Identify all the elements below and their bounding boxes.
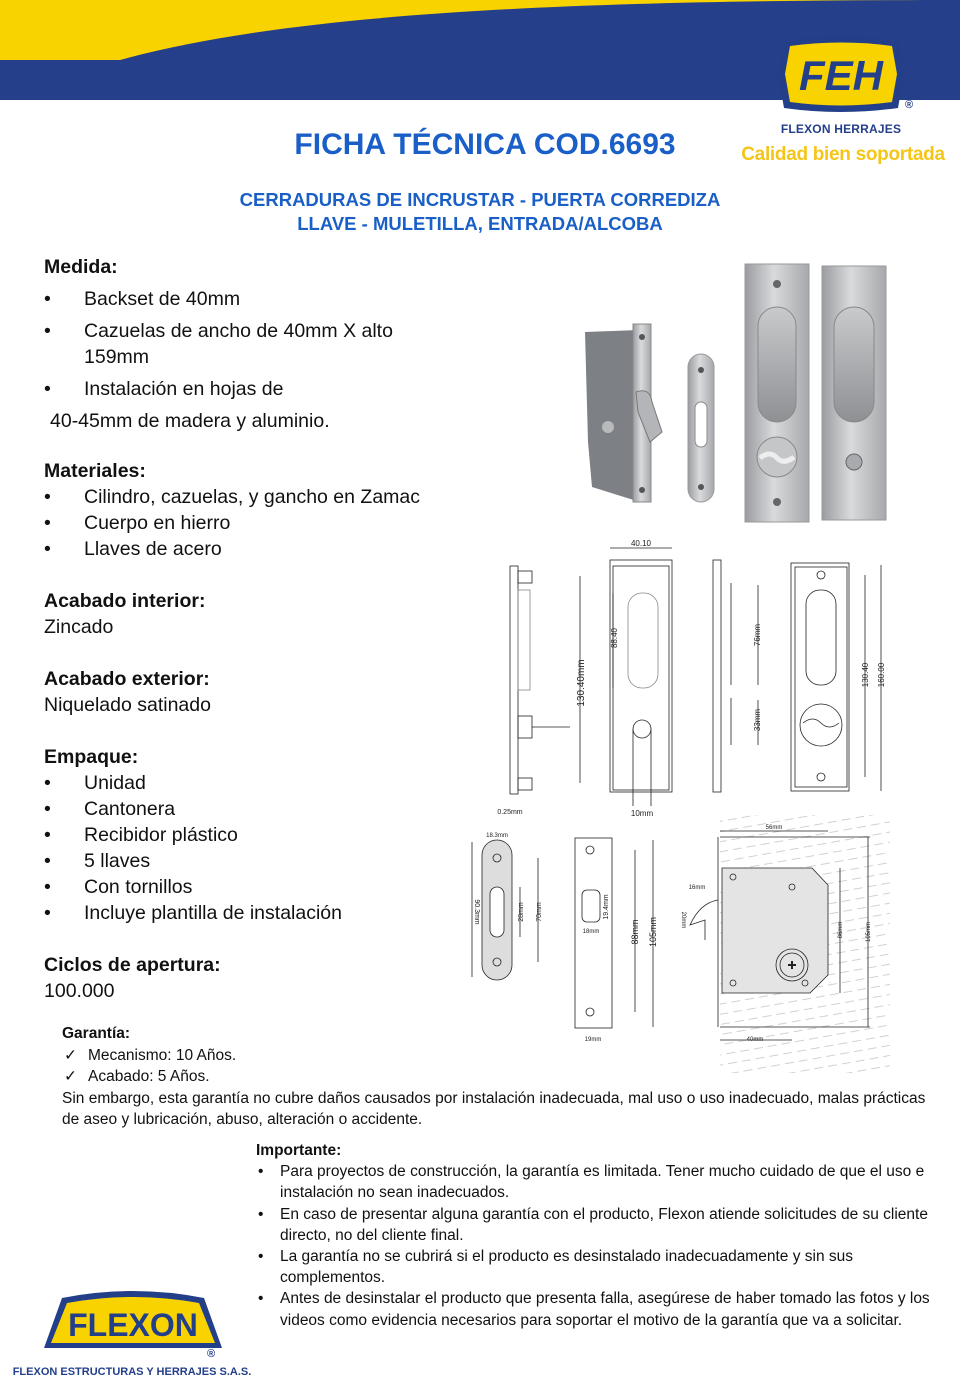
warranty-heading: Garantía: <box>62 1025 131 1042</box>
flexon-logo <box>40 1290 226 1352</box>
dim-height: 130.40mm <box>576 659 587 707</box>
page-subtitle <box>150 188 810 236</box>
dim-oval: 88.40 <box>610 627 619 649</box>
dim-face-holes: 88mm <box>630 919 640 945</box>
drawing-privacy-front <box>703 555 893 795</box>
empaque-heading: Empaque: <box>44 746 139 768</box>
slogan: Calidad bien soportada <box>741 144 945 165</box>
drawing-strike-faceplate <box>460 832 670 1047</box>
dim-lower: 33mm <box>753 708 762 732</box>
dim-body-width: 56mm <box>765 825 783 831</box>
dim-holes: 130.40 <box>861 662 870 688</box>
list-item: • La garantía no se cubrirá si el producto es desinstalado inadecuadamente y sin sus complementos. <box>256 1246 936 1288</box>
subtitle-line: LLAVE - MULETILLA, ENTRADA/ALCOBA <box>297 213 663 234</box>
privacy-pull-photo <box>745 264 809 522</box>
materiales-list <box>44 484 474 562</box>
empaque-list <box>44 770 474 926</box>
medida-continuation: 40-45mm de madera y aluminio. <box>50 410 330 432</box>
acabado-interior-value: Zincado <box>44 616 114 638</box>
dim-strike-height: 90.3mm <box>473 899 480 925</box>
dim-strike-width: 18.3mm <box>486 833 508 839</box>
list-item: • Instalación en hojas de <box>44 376 474 402</box>
materiales-heading: Materiales: <box>44 460 146 482</box>
footer-company-name: FLEXON ESTRUCTURAS Y HERRAJES S.A.S. <box>12 1366 252 1378</box>
list-item: • En caso de presentar alguna garantía con el producto, Flexon atiende solicitudes de su cliente directo, no del cliente final. <box>256 1204 936 1246</box>
dim-slot-h: 19.4mm <box>603 894 610 920</box>
dim-face-total: 105mm <box>648 916 658 948</box>
list-item: • Llaves de acero <box>44 536 474 562</box>
mortise-lock-photo <box>585 324 662 502</box>
important-list <box>256 1161 936 1331</box>
list-item: • 5 llaves <box>44 848 474 874</box>
list-item: • Unidad <box>44 770 474 796</box>
feh-logo <box>776 34 906 114</box>
dim-offset: 0.25mm <box>497 809 523 816</box>
warranty-section <box>62 1023 942 1131</box>
dim-face-width: 19mm <box>584 1037 602 1043</box>
company-name: FLEXON HERRAJES <box>780 122 902 136</box>
dim-upper: 76mm <box>753 623 762 647</box>
acabado-exterior-heading: Acabado exterior: <box>44 668 210 690</box>
strike-plate-photo <box>688 354 714 502</box>
dim-body-total: 105mm <box>866 921 872 943</box>
medida-heading: Medida: <box>44 256 118 278</box>
medida-list <box>44 286 474 402</box>
warranty-item: ✓ Mecanismo: 10 Años. <box>62 1045 942 1067</box>
list-item: • Backset de 40mm <box>44 286 474 312</box>
specs-column <box>44 254 474 1004</box>
warranty-disclaimer: Sin embargo, esta garantía no cubre daños causados por instalación inadecuada, mal uso o uso inadecuado, malas prácticas de aseo y lubricación, abuso, alteración o accidente. <box>62 1089 926 1128</box>
list-item: • Cilindro, cazuelas, y gancho en Zamac <box>44 484 474 510</box>
list-item: • Incluye plantilla de instalación <box>44 900 474 926</box>
ciclos-heading: Ciclos de apertura: <box>44 954 221 976</box>
list-item: • Cantonera <box>44 796 474 822</box>
page-title: FICHA TÉCNICA COD.6693 <box>294 128 676 161</box>
dim-strike-slot: 28mm <box>518 902 525 922</box>
warranty-item: ✓ Acabado: 5 Años. <box>62 1066 942 1088</box>
dim-cylinder: 10mm <box>630 809 654 818</box>
list-item: • Cuerpo en hierro <box>44 510 474 536</box>
feh-logo-text: FEH <box>799 52 883 99</box>
dim-slot-w: 18mm <box>582 929 600 935</box>
flexon-logo-text: FLEXON <box>68 1307 198 1343</box>
product-photo <box>570 262 890 524</box>
key-pull-photo <box>822 266 886 520</box>
list-item: • Antes de desinstalar el producto que presenta falla, asegúrese de haber tomado las fotos y los videos como evidencia necesarios para soportar el motivo de la garantía que va a solicitar. <box>256 1288 936 1330</box>
dim-backset: 40mm <box>746 1037 764 1043</box>
dim-total: 160.00 <box>877 662 886 688</box>
drawing-key-front <box>495 538 695 820</box>
subtitle-line: CERRADURAS DE INCRUSTAR - PUERTA CORREDIZA <box>239 189 721 210</box>
dim-body-h: 86mm <box>838 921 844 939</box>
dim-hook-w: 16mm <box>688 885 706 891</box>
list-item: • Para proyectos de construcción, la garantía es limitada. Tener mucho cuidado de que el uso e instalación no sean inadecuados. <box>256 1161 936 1203</box>
important-section <box>256 1140 936 1331</box>
list-item: • Con tornillos <box>44 874 474 900</box>
registered-mark: ® <box>905 99 914 111</box>
list-item: • Recibidor plástico <box>44 822 474 848</box>
dim-strike-holes: 70mm <box>536 902 543 922</box>
dim-width: 40.10 <box>630 539 652 548</box>
registered-mark: ® <box>207 1348 216 1360</box>
acabado-interior-heading: Acabado interior: <box>44 590 206 612</box>
list-item: • Cazuelas de ancho de 40mm X alto 159mm <box>44 318 424 370</box>
acabado-exterior-value: Niquelado satinado <box>44 694 211 716</box>
ciclos-value: 100.000 <box>44 980 115 1002</box>
important-heading: Importante: <box>256 1142 342 1159</box>
dim-hook-h: 20mm <box>680 911 686 929</box>
